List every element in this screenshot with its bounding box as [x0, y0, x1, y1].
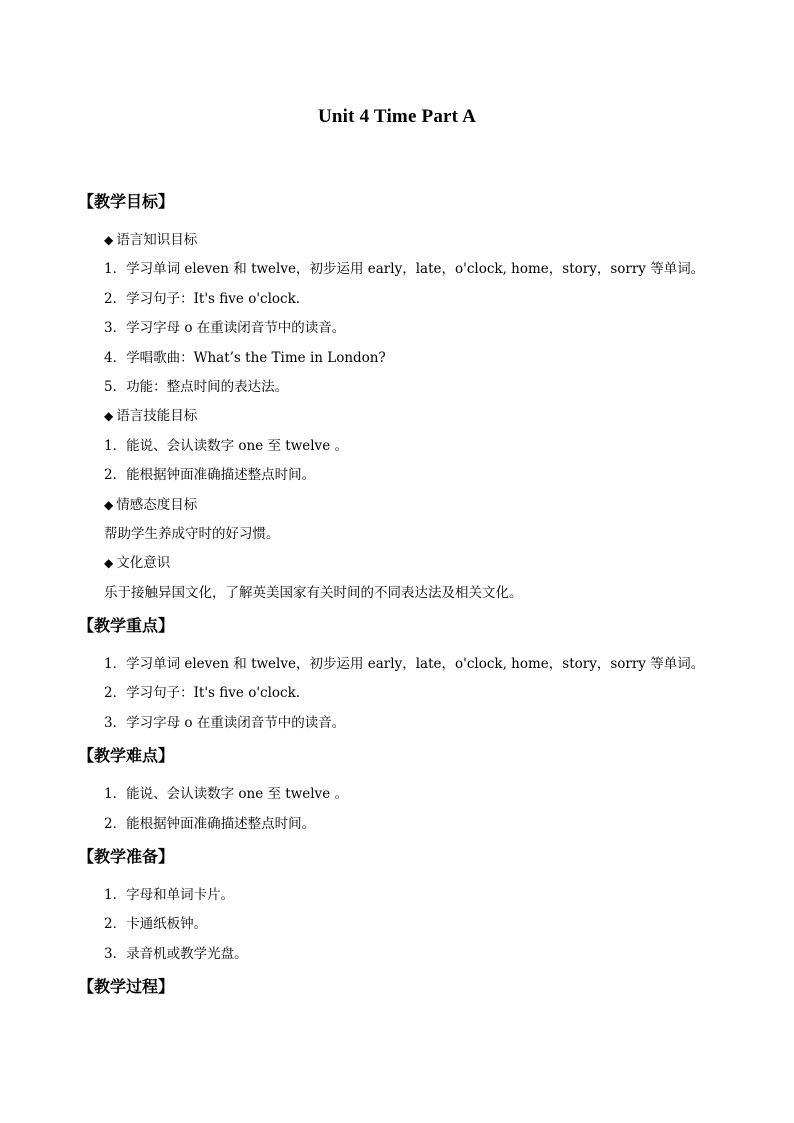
diamond-bullet-icon: ◆ [104, 556, 114, 571]
list-item: 5．功能：整点时间的表达法。 [104, 378, 289, 395]
list-item: 2．能根据钟面准确描述整点时间。 [104, 815, 316, 832]
document-body [78, 184, 758, 1005]
list-item: 2．学习句子：It's five o'clock. [104, 685, 301, 702]
list-item: 4．学唱歌曲：What’s the Time in London? [104, 349, 386, 366]
document-title: Unit 4 Time Part A [317, 106, 477, 127]
section-teaching-goals [78, 184, 758, 608]
list-item: 1．学习单词 eleven 和 twelve，初步运用 early，late，o'clock, home，story，sorry 等单词。 [104, 656, 705, 673]
section-heading-goals: 【教学目标】 [78, 192, 175, 211]
section-difficulties [78, 738, 758, 839]
list-item: 2．能根据钟面准确描述整点时间。 [104, 467, 316, 484]
section-heading-preparation: 【教学准备】 [78, 847, 175, 867]
list-item: 1．能说、会认读数字 one 至 twelve 。 [104, 786, 348, 803]
section-preparation [78, 839, 758, 969]
sub-heading-skills: ◆ 语言技能目标 [104, 408, 198, 425]
list-item: 1．能说、会认读数字 one 至 twelve 。 [104, 437, 348, 454]
sub-heading-knowledge: ◆ 语言知识目标 [104, 232, 198, 248]
diamond-bullet-icon: ◆ [104, 233, 114, 247]
paragraph: 帮助学生养成守时的好习惯。 [104, 525, 280, 542]
list-item: 3．学习字母 o 在重读闭音节中的读音。 [104, 320, 346, 337]
paragraph: 乐于接触异国文化，了解英美国家有关时间的不同表达法及相关文化。 [104, 584, 523, 601]
diamond-bullet-icon: ◆ [104, 409, 114, 424]
section-heading-process: 【教学过程】 [78, 977, 175, 997]
list-item: 3．学习字母 o 在重读闭音节中的读音。 [104, 714, 346, 731]
section-heading-difficulties: 【教学难点】 [78, 746, 175, 766]
diamond-bullet-icon: ◆ [104, 497, 114, 512]
list-item: 1．学习单词 eleven 和 twelve，初步运用 early，late，o'clock, home，story，sorry 等单词。 [104, 261, 705, 278]
list-item: 2．学习句子：It's five o'clock. [104, 290, 301, 307]
sub-heading-attitude: ◆ 情感态度目标 [104, 496, 198, 513]
section-heading-key-points: 【教学重点】 [78, 616, 175, 636]
section-key-points [78, 608, 758, 738]
list-item: 1．字母和单词卡片。 [104, 887, 235, 904]
list-item: 3．录音机或教学光盘。 [104, 945, 248, 962]
sub-heading-culture: ◆ 文化意识 [104, 555, 171, 572]
section-process [78, 969, 758, 1005]
list-item: 2．卡通纸板钟。 [104, 916, 208, 933]
